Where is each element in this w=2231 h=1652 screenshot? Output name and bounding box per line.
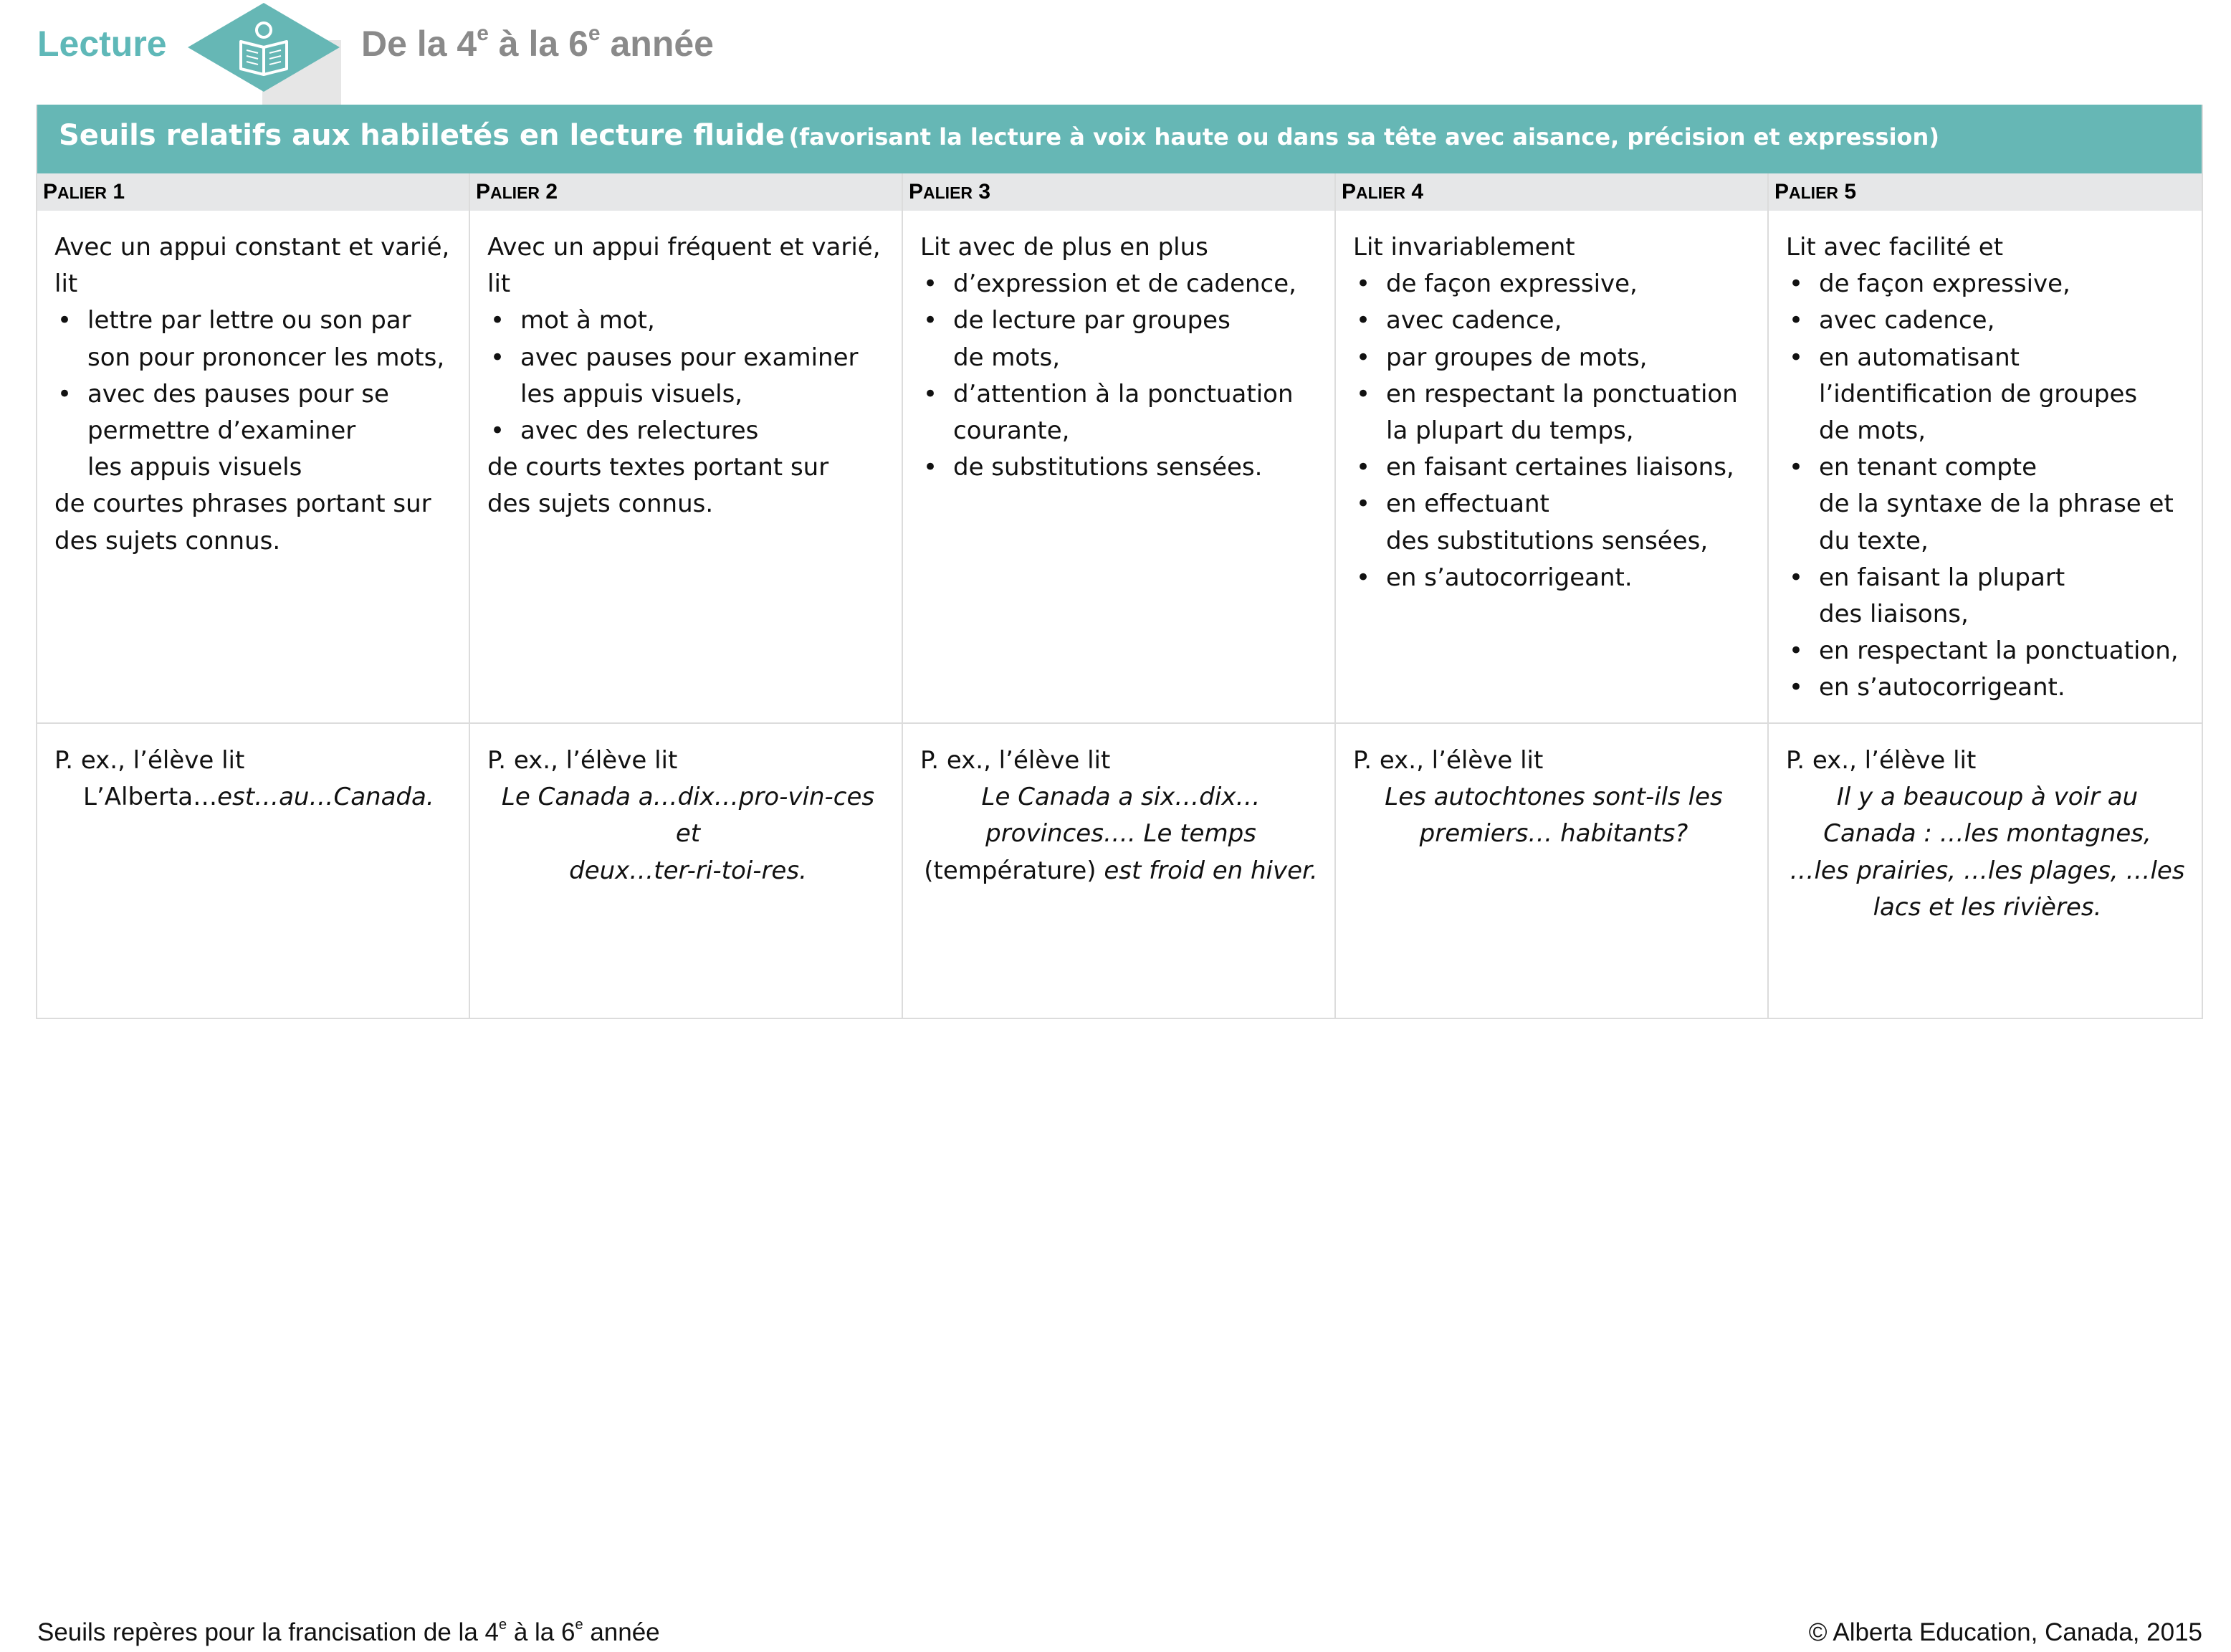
bullet-line: des liaisons,	[1819, 600, 1969, 629]
bullet-item	[1353, 376, 1754, 449]
column-header-cap: P	[909, 180, 924, 204]
bullet-line: • avec cadence,	[1819, 306, 1995, 335]
bullet-line: permettre d’examiner	[87, 416, 356, 446]
bullet-item	[1353, 486, 1754, 559]
bullet-line: • en respectant la ponctuation,	[1819, 636, 2179, 666]
bullet-line: • mot à mot,	[520, 306, 655, 335]
bullet-line: la plupart du temps,	[1386, 416, 1634, 446]
table-title-subtitle: (favorisant la lecture à voix haute ou dans sa tête avec aisance, précision et expression)	[788, 123, 1939, 151]
example-cell-palier-5	[1769, 724, 2202, 1018]
bullet-item	[1353, 560, 1754, 596]
example-sentence-line	[1786, 889, 2189, 926]
bullet-item	[54, 302, 456, 376]
example-sentence-line	[1353, 779, 1754, 816]
example-lead-text: P. ex., l’élève lit	[487, 746, 678, 775]
column-header-cap: P	[43, 180, 58, 204]
column-header-palier-1	[37, 173, 470, 211]
description-intro-line: lit	[54, 269, 78, 299]
column-header-smallcaps: ALIER	[1356, 183, 1406, 202]
bullet-line: • avec des relectures	[520, 416, 759, 446]
example-italic-text: Il y a beaucoup à voir au	[1836, 783, 2139, 812]
column-header-number: 2	[545, 180, 558, 204]
column-header-number: 5	[1844, 180, 1857, 204]
bullet-line: • de façon expressive,	[1386, 269, 1638, 299]
bullet-line: • par groupes de mots,	[1386, 343, 1648, 372]
column-header-palier-2	[470, 173, 903, 211]
bullet-line: • en faisant certaines liaisons,	[1386, 453, 1734, 482]
example-sentence-line	[487, 779, 889, 852]
example-cell-palier-1	[37, 724, 470, 1018]
page-footer	[0, 1618, 2231, 1650]
bullet-item	[920, 376, 1322, 449]
table-title-main: Seuils relatifs aux habiletés en lecture fluide	[59, 119, 785, 152]
example-sentence-line	[1353, 816, 1754, 852]
bullet-line: du texte,	[1819, 526, 1929, 555]
example-italic-text: est froid en hiver.	[1104, 856, 1318, 885]
bullet-item	[1786, 560, 2189, 633]
column-header-number: 4	[1411, 180, 1424, 204]
bullet-item	[1786, 302, 2189, 339]
example-italic-text: Le Canada a six…dix…	[981, 783, 1261, 812]
example-sentence-line	[920, 816, 1322, 852]
column-header-palier-5	[1769, 173, 2202, 211]
bullet-line: courante,	[953, 416, 1070, 446]
bullet-line: • en respectant la ponctuation	[1386, 379, 1738, 409]
column-header-smallcaps: ALIER	[490, 183, 540, 202]
bullet-line: • en automatisant	[1819, 343, 2020, 372]
column-header-smallcaps: ALIER	[923, 183, 973, 202]
footer-copyright: © Alberta Education, Canada, 2015	[1808, 1618, 2202, 1646]
bullet-item	[920, 449, 1322, 486]
book-reader-icon	[188, 3, 340, 92]
bullet-line: • avec cadence,	[1386, 306, 1562, 335]
description-bullet-list	[487, 302, 889, 449]
descriptions-row	[37, 211, 2202, 724]
bullet-line: • en s’autocorrigeant.	[1386, 563, 1633, 592]
example-lead-text: P. ex., l’élève lit	[1353, 746, 1544, 775]
bullet-line: de mots,	[953, 343, 1061, 372]
bullet-item	[1786, 340, 2189, 450]
description-intro-line: Lit avec facilité et	[1786, 233, 2004, 262]
column-header-smallcaps: ALIER	[57, 183, 108, 202]
description-bullet-list	[1786, 266, 2189, 706]
grade-range-title: De la 4e à la 6e année	[361, 22, 714, 64]
column-header-number: 1	[113, 180, 125, 204]
column-header-palier-3	[903, 173, 1336, 211]
example-cell-palier-4	[1336, 724, 1769, 1018]
example-italic-text: est…au…Canada.	[217, 783, 434, 812]
description-intro-line: Avec un appui fréquent et varié,	[487, 233, 881, 262]
example-italic-text: premiers… habitants?	[1419, 819, 1688, 849]
column-header-number: 3	[978, 180, 991, 204]
page-header	[0, 0, 2231, 105]
column-header-cap: P	[1342, 180, 1357, 204]
bullet-line: de la syntaxe de la phrase et	[1819, 490, 2174, 519]
bullet-line: • d’attention à la ponctuation	[953, 379, 1294, 409]
example-upright-text: (température)	[924, 856, 1104, 885]
bullet-line: • avec des pauses pour se	[87, 379, 389, 409]
description-outro-line: des sujets connus.	[487, 490, 714, 519]
description-cell-palier-2	[470, 211, 903, 724]
example-lead-text: P. ex., l’élève lit	[1786, 746, 1977, 775]
bullet-line: • de façon expressive,	[1819, 269, 2070, 299]
description-bullet-list	[54, 302, 456, 486]
bullet-item	[487, 340, 889, 413]
bullet-line: son pour prononcer les mots,	[87, 343, 445, 372]
example-lead-text: P. ex., l’élève lit	[920, 746, 1111, 775]
description-bullet-list	[1353, 266, 1754, 596]
bullet-line: • d’expression et de cadence,	[953, 269, 1296, 299]
description-cell-palier-1	[37, 211, 470, 724]
bullet-item	[54, 376, 456, 487]
example-lead-text: P. ex., l’élève lit	[54, 746, 245, 775]
example-italic-text: Le Canada a…dix…pro-vin-ces et	[501, 783, 875, 849]
description-intro-line: Avec un appui constant et varié,	[54, 233, 450, 262]
examples-row	[37, 724, 2202, 1018]
bullet-item	[1353, 340, 1754, 376]
example-sentence-line	[54, 779, 456, 816]
bullet-item	[1353, 266, 1754, 302]
example-italic-text: Canada : …les montagnes,	[1823, 819, 2151, 849]
example-italic-text: provinces…. Le temps	[985, 819, 1256, 849]
example-italic-text: deux…ter-ri-toi-res.	[569, 856, 807, 885]
table-header-row	[37, 173, 2202, 211]
example-sentence-line	[1786, 816, 2189, 852]
description-intro-line: lit	[487, 269, 511, 299]
bullet-item	[1786, 669, 2189, 706]
bullet-item	[1786, 449, 2189, 560]
fluency-thresholds-table	[36, 105, 2203, 1019]
bullet-item	[920, 266, 1322, 302]
example-sentence-line	[920, 853, 1322, 889]
bullet-line: • en effectuant	[1386, 490, 1549, 519]
description-outro-line: des sujets connus.	[54, 526, 281, 555]
example-sentence-line	[1786, 779, 2189, 816]
bullet-line: les appuis visuels	[87, 453, 302, 482]
subject-title: Lecture	[37, 24, 167, 64]
bullet-line: • avec pauses pour examiner	[520, 343, 859, 372]
example-cell-palier-2	[470, 724, 903, 1018]
footer-document-title: Seuils repères pour la francisation de la 4e à la 6e année	[37, 1617, 660, 1646]
example-italic-text: …les prairies, …les plages, …les	[1790, 856, 2185, 885]
bullet-line: les appuis visuels,	[520, 379, 743, 409]
description-cell-palier-4	[1336, 211, 1769, 724]
description-cell-palier-3	[903, 211, 1336, 724]
example-sentence-line	[920, 779, 1322, 816]
bullet-item	[920, 302, 1322, 376]
column-header-cap: P	[1774, 180, 1790, 204]
table-title	[37, 105, 2202, 173]
column-header-palier-4	[1336, 173, 1769, 211]
description-intro-line: Lit invariablement	[1353, 233, 1575, 262]
description-intro-line: Lit avec de plus en plus	[920, 233, 1208, 262]
bullet-item	[487, 413, 889, 449]
bullet-item	[1786, 266, 2189, 302]
example-sentence-line	[487, 853, 889, 889]
column-header-cap: P	[476, 180, 491, 204]
bullet-line: • de lecture par groupes	[953, 306, 1231, 335]
description-cell-palier-5	[1769, 211, 2202, 724]
bullet-line: • lettre par lettre ou son par	[87, 306, 411, 335]
bullet-line: • en tenant compte	[1819, 453, 2037, 482]
bullet-item	[487, 302, 889, 339]
bullet-item	[1786, 633, 2189, 669]
bullet-item	[1353, 302, 1754, 339]
bullet-line: • en faisant la plupart	[1819, 563, 2065, 592]
description-outro-line: de courts textes portant sur	[487, 453, 829, 482]
bullet-line: • en s’autocorrigeant.	[1819, 673, 2065, 702]
example-italic-text: lacs et les rivières.	[1873, 892, 2102, 922]
example-upright-text: L’Alberta…	[83, 783, 218, 812]
description-outro-line: de courtes phrases portant sur	[54, 490, 431, 519]
example-italic-text: Les autochtones sont-ils les	[1385, 783, 1723, 812]
bullet-line: de mots,	[1819, 416, 1926, 446]
bullet-line: • de substitutions sensées.	[953, 453, 1263, 482]
example-cell-palier-3	[903, 724, 1336, 1018]
column-header-smallcaps: ALIER	[1789, 183, 1839, 202]
bullet-line: l’identification de groupes	[1819, 379, 2138, 409]
bullet-item	[1353, 449, 1754, 486]
description-bullet-list	[920, 266, 1322, 486]
example-sentence-line	[1786, 853, 2189, 889]
bullet-line: des substitutions sensées,	[1386, 526, 1709, 555]
